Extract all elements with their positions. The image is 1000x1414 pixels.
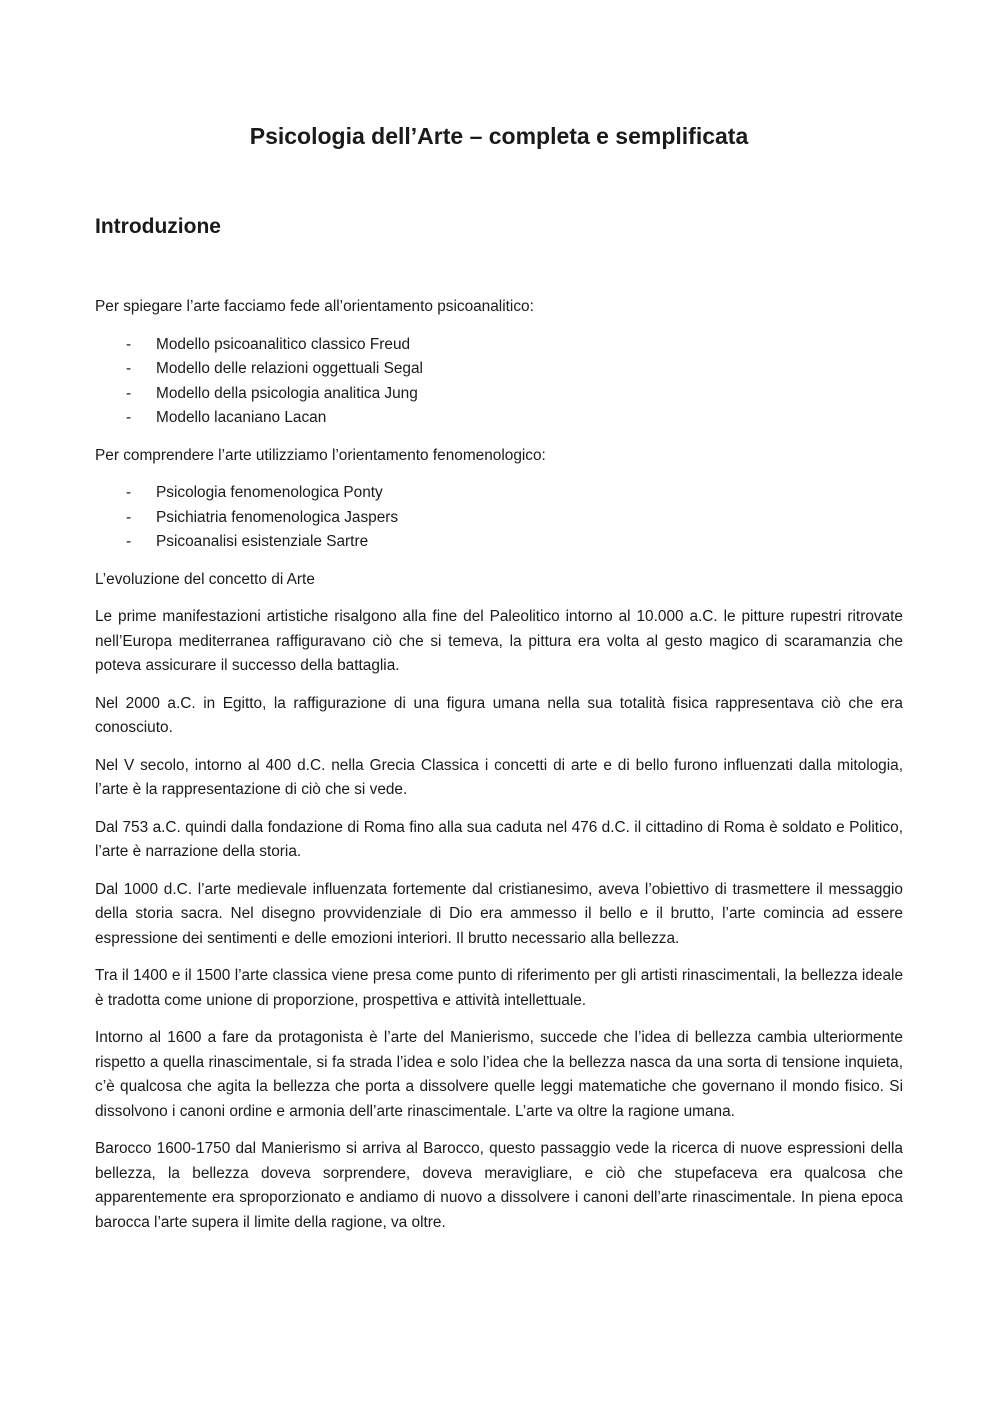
- paragraph-baroque: Barocco 1600-1750 dal Manierismo si arriva al Barocco, questo passaggio vede la ricerca di nuove espressioni della bellezza, la bellezza doveva sorprendere, doveva meravigliare, e ciò che stupefaceva era qualcosa che apparentemente era sproporzionato e andiamo di nuovo a dissolvere i canoni dell’arte rinascimentale. In piena epoca barocca l’arte supera il limite della ragione, va oltre.: [95, 1140, 903, 1231]
- phenomenological-models-list: [95, 481, 903, 555]
- paragraph-renaissance: Tra il 1400 e il 1500 l’arte classica viene presa come punto di riferimento per gli artisti rinascimentali, la bellezza ideale è tradotta come unione di proporzione, prospettiva e attività intellettuale.: [95, 967, 903, 1009]
- subheading: L’evoluzione del concetto di Arte: [95, 570, 315, 588]
- section-heading: Introduzione: [95, 215, 221, 238]
- paragraph-greece: Nel V secolo, intorno al 400 d.C. nella Grecia Classica i concetti di arte e di bello furono influenzati dalla mitologia, l’arte è la rappresentazione di ciò che si vede.: [95, 756, 903, 798]
- bullet-dash: -: [126, 335, 132, 353]
- list-item: - Modello delle relazioni oggettuali Segal: [95, 357, 903, 382]
- bullet-dash: -: [126, 508, 132, 526]
- list-item: - Modello della psicologia analitica Jung: [95, 382, 903, 407]
- document-title: Psicologia dell’Arte – completa e semplificata: [249, 123, 749, 149]
- paragraph-egypt: Nel 2000 a.C. in Egitto, la raffigurazione di una figura umana nella sua totalità fisica rappresentava ciò che era conosciuto.: [95, 694, 903, 736]
- paragraph-rome: Dal 753 a.C. quindi dalla fondazione di Roma fino alla sua caduta nel 476 d.C. il cittadino di Roma è soldato e Politico, l’arte è narrazione della storia.: [95, 818, 903, 860]
- intro-paragraph-2: Per comprendere l’arte utilizziamo l’orientamento fenomenologico:: [95, 446, 546, 464]
- paragraph-mannerism: Intorno al 1600 a fare da protagonista è l’arte del Manierismo, succede che l’idea di bellezza cambia ulteriormente rispetto a quella rinascimentale, si fa strada l’idea e solo l’idea che la bellezza nasca da una sorta di tensione inquieta, c’è qualcosa che agita la bellezza che porta a dissolvere quelle leggi matematiche che governano il mondo fisico. Si dissolvono i canoni ordine e armonia dell’arte rinascimentale. L’arte va oltre la ragione umana.: [95, 1029, 903, 1120]
- bullet-dash: -: [126, 360, 132, 377]
- list-item: - Psichiatria fenomenologica Jaspers: [95, 506, 903, 531]
- list-item: - Modello psicoanalitico classico Freud: [95, 333, 903, 358]
- bullet-dash: -: [126, 533, 132, 550]
- list-item: - Psicoanalisi esistenziale Sartre: [95, 530, 903, 555]
- bullet-dash: -: [126, 384, 132, 402]
- list-item: - Psicologia fenomenologica Ponty: [95, 481, 903, 506]
- document-body: [95, 295, 903, 1248]
- bullet-dash: -: [126, 484, 132, 501]
- psychoanalytic-models-list: [95, 333, 903, 431]
- bullet-dash: -: [126, 409, 132, 426]
- paragraph-paleolithic: Le prime manifestazioni artistiche risalgono alla fine del Paleolitico intorno al 10.000 a.C. le pitture rupestri ritrovate nell’Europa mediterranea raffiguravano ciò che si temeva, la pittura era volta al gesto magico di scaramanzia che poteva assicurare il successo della battaglia.: [95, 608, 903, 674]
- list-item: - Modello lacaniano Lacan: [95, 406, 903, 431]
- intro-paragraph-1: Per spiegare l’arte facciamo fede all’orientamento psicoanalitico:: [95, 298, 534, 315]
- paragraph-medieval: Dal 1000 d.C. l’arte medievale influenzata fortemente dal cristianesimo, aveva l’obiettivo di trasmettere il messaggio della storia sacra. Nel disegno provvidenziale di Dio era ammesso il bello e il brutto, l’arte comincia ad essere espressione dei sentimenti e delle emozioni interiori. Il brutto necessario alla bellezza.: [95, 880, 903, 947]
